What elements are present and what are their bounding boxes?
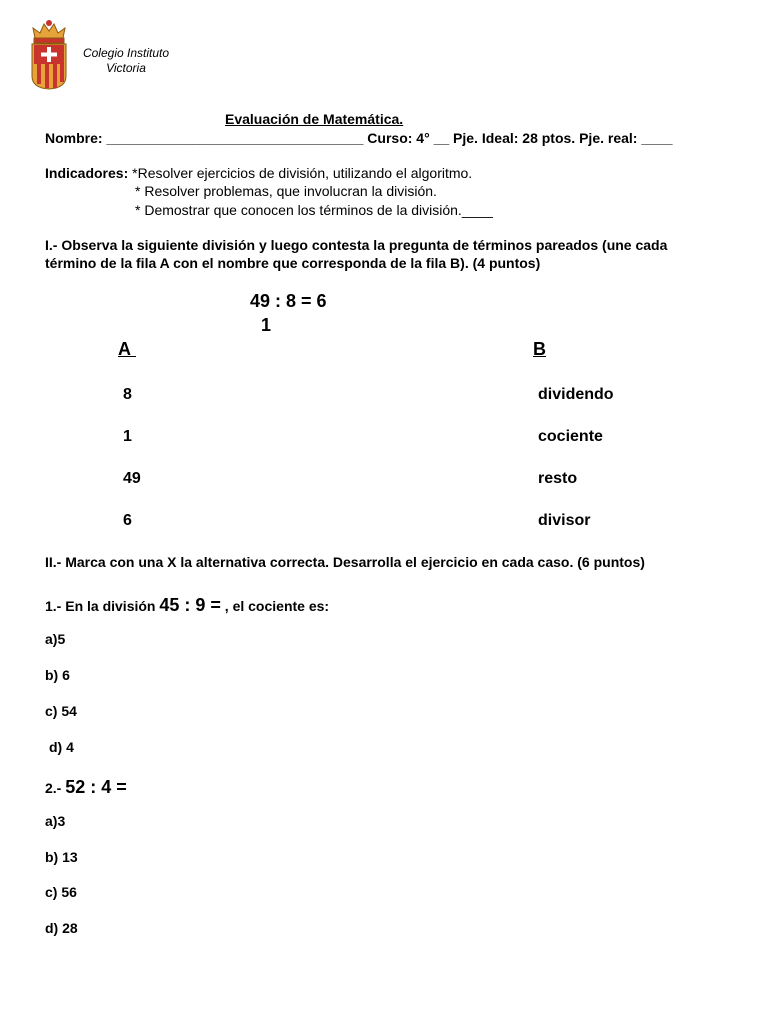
question2-prefix: 2.- (45, 780, 62, 796)
question2-expression: 52 : 4 = (65, 777, 127, 797)
question2-option-a[interactable]: a)3 (45, 813, 66, 829)
column-b-item: resto (538, 470, 578, 487)
division-remainder: 1 (261, 315, 272, 335)
question1-prefix: 1.- En la división (45, 598, 156, 614)
curso-field[interactable]: Curso: 4° __ (367, 130, 450, 146)
question1-option-a[interactable]: a)5 (45, 631, 66, 647)
indicadores-line-1 (45, 165, 472, 181)
nombre-blank[interactable]: _________________________________ (106, 130, 364, 146)
coat-of-arms-icon (29, 18, 69, 90)
column-b-header: B (533, 339, 546, 359)
column-a-item: 8 (123, 386, 132, 403)
school-name-line1: Colegio Instituto (82, 46, 170, 60)
question1 (45, 595, 329, 616)
section1-instruction-line1: I.- Observa la siguiente división y luego contesta la pregunta de términos pareados (une cada (45, 237, 668, 253)
column-a-item: 1 (123, 428, 132, 445)
indicador-item: * Resolver problemas, que involucran la división. (135, 183, 437, 199)
section2-instruction: II.- Marca con una X la alternativa correcta. Desarrolla el ejercicio en cada caso. (6 puntos) (45, 554, 645, 570)
indicador-item: *Resolver ejercicios de división, utilizando el algoritmo. (132, 165, 473, 181)
column-a-header: A (118, 339, 131, 359)
page-title: Evaluación de Matemática. (225, 111, 404, 127)
question2-option-c[interactable]: c) 56 (45, 884, 77, 900)
column-b-item: cociente (538, 428, 603, 445)
question1-option-d[interactable]: d) 4 (49, 739, 74, 755)
column-a-item: 6 (123, 512, 132, 529)
section1-instruction-line2: término de la fila A con el nombre que corresponda de la fila B). (4 puntos) (45, 255, 541, 271)
division-expression: 49 : 8 = 6 (250, 291, 327, 311)
column-b-item: divisor (538, 512, 591, 529)
school-name (76, 46, 176, 76)
question1-suffix: , el cociente es: (224, 598, 330, 614)
indicadores-label: Indicadores: (45, 165, 129, 181)
question2-option-d[interactable]: d) 28 (45, 920, 78, 936)
column-a-item: 49 (123, 470, 141, 487)
question1-expression: 45 : 9 = (159, 595, 221, 615)
school-name-line2: Victoria (106, 61, 146, 75)
nombre-label: Nombre: (45, 130, 103, 146)
question1-option-c[interactable]: c) 54 (45, 703, 77, 719)
pje-real-field[interactable]: Pje. real: ____ (579, 130, 673, 146)
question2-option-b[interactable]: b) 13 (45, 849, 78, 865)
question1-option-b[interactable]: b) 6 (45, 667, 70, 683)
indicador-item: * Demostrar que conocen los términos de la división.____ (135, 202, 493, 218)
student-info-line (45, 130, 673, 146)
column-b-item: dividendo (538, 386, 614, 403)
pje-ideal: Pje. Ideal: 28 ptos. (453, 130, 576, 146)
question2 (45, 777, 127, 798)
